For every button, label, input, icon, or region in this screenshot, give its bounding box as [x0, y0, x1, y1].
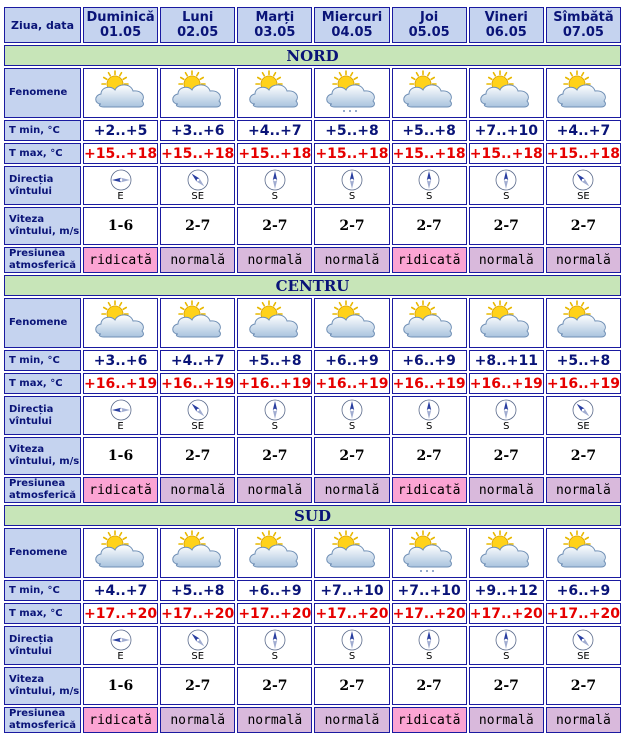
wind-direction-cell [469, 626, 544, 665]
day-header [314, 7, 389, 43]
weather-cell [314, 68, 389, 118]
weather-cell [469, 298, 544, 348]
day-header [469, 7, 544, 43]
tmax-value: +17..+20 [392, 603, 467, 624]
weather-cell [314, 298, 389, 348]
wind-compass-icon [572, 169, 594, 191]
pressure-value: normală [314, 247, 389, 273]
tmin-label: T min, °C [4, 580, 81, 601]
weather-cell [546, 528, 621, 578]
sun-cloud-icon [476, 530, 536, 572]
wind-compass-icon [264, 399, 286, 421]
tmax-value: +17..+20 [469, 603, 544, 624]
weather-cell [392, 298, 467, 348]
phenomena-row [4, 528, 621, 578]
sun-cloud-icon [91, 70, 151, 112]
tmax-value: +15..+18 [392, 143, 467, 164]
wind-direction-text: E [117, 651, 124, 662]
sun-cloud-icon [168, 70, 228, 112]
pressure-value: normală [160, 477, 235, 503]
day-name: Duminică [86, 10, 155, 25]
wind-speed-row [4, 207, 621, 245]
wind-direction-text: S [271, 421, 279, 432]
wind-speed-value: 2-7 [314, 437, 389, 475]
sun-cloud-icon [553, 300, 613, 342]
tmax-value: +16..+19 [237, 373, 312, 394]
wind-direction-box [547, 399, 620, 432]
weather-cell [237, 68, 312, 118]
wind-direction-text: S [425, 651, 433, 662]
pressure-row [4, 247, 621, 273]
wind-direction-cell [160, 166, 235, 205]
wind-direction-box [470, 169, 543, 202]
wind-direction-row [4, 396, 621, 435]
tmin-value: +4..+7 [83, 580, 158, 601]
sun-cloud-icon [322, 530, 382, 572]
wind-speed-label: Viteza vîntului, m/s [4, 207, 81, 245]
wind-speed-value: 2-7 [237, 667, 312, 705]
wind-speed-value: 2-7 [469, 667, 544, 705]
tmin-value: +4..+7 [160, 350, 235, 371]
weather-cell [83, 298, 158, 348]
wind-compass-icon [418, 399, 440, 421]
day-header [392, 7, 467, 43]
day-date: 01.05 [100, 25, 142, 40]
day-date: 02.05 [177, 25, 219, 40]
forecast-table [2, 5, 623, 735]
wind-direction-text: S [503, 651, 510, 662]
weather-cell [160, 298, 235, 348]
wind-direction-cell [392, 626, 467, 665]
wind-direction-row [4, 166, 621, 205]
wind-direction-cell [237, 396, 312, 435]
day-name: Vineri [484, 10, 528, 25]
wind-compass-icon [187, 399, 209, 421]
wind-direction-cell [83, 396, 158, 435]
wind-direction-box [161, 629, 234, 662]
sun-cloud-icon [476, 70, 536, 112]
wind-speed-label: Viteza vîntului, m/s [4, 667, 81, 705]
tmin-value: +7..+10 [469, 120, 544, 141]
tmax-value: +15..+18 [160, 143, 235, 164]
day-date: 03.05 [254, 25, 296, 40]
tmin-value: +6..+9 [392, 350, 467, 371]
day-header [237, 7, 312, 43]
tmax-value: +17..+20 [546, 603, 621, 624]
pressure-row [4, 477, 621, 503]
wind-direction-text: S [271, 651, 279, 662]
wind-direction-cell [546, 626, 621, 665]
sun-cloud-icon [168, 530, 228, 572]
pressure-label: Presiunea atmosferică [4, 247, 81, 273]
wind-speed-row [4, 667, 621, 705]
wind-direction-text: S [271, 191, 279, 202]
day-name: Joi [420, 10, 439, 25]
wind-direction-label: Direcția vîntului [4, 396, 81, 435]
wind-direction-box [84, 169, 157, 202]
sun-cloud-icon [245, 530, 305, 572]
weather-cell [392, 528, 467, 578]
wind-direction-cell [314, 626, 389, 665]
tmax-value: +16..+19 [314, 373, 389, 394]
tmin-value: +4..+7 [237, 120, 312, 141]
sun-cloud-icon [399, 70, 459, 112]
wind-direction-text: S [503, 421, 510, 432]
phenomena-row [4, 298, 621, 348]
day-name: Luni [182, 10, 214, 25]
wind-direction-box [84, 629, 157, 662]
wind-compass-icon [418, 169, 440, 191]
wind-speed-value: 2-7 [546, 437, 621, 475]
wind-direction-cell [83, 166, 158, 205]
tmin-value: +5..+8 [546, 350, 621, 371]
day-date: 07.05 [562, 25, 604, 40]
pressure-value: ridicată [392, 247, 467, 273]
pressure-value: ridicată [83, 247, 158, 273]
wind-speed-value: 2-7 [237, 207, 312, 245]
wind-direction-cell [237, 626, 312, 665]
wind-direction-text: S [348, 191, 356, 202]
sun-cloud-icon [399, 300, 459, 342]
day-name: Marți [255, 10, 295, 25]
tmin-value: +5..+8 [237, 350, 312, 371]
pressure-value: normală [314, 477, 389, 503]
pressure-value: normală [237, 247, 312, 273]
pressure-label: Presiunea atmosferică [4, 707, 81, 733]
tmax-value: +17..+20 [314, 603, 389, 624]
pressure-value: normală [546, 247, 621, 273]
wind-compass-icon [341, 399, 363, 421]
sun-cloud-icon [168, 300, 228, 342]
wind-direction-text: SE [191, 191, 205, 202]
tmin-value: +7..+10 [314, 580, 389, 601]
tmin-value: +9..+12 [469, 580, 544, 601]
wind-direction-box [393, 629, 466, 662]
wind-compass-icon [495, 169, 517, 191]
wind-direction-cell [546, 166, 621, 205]
wind-direction-box [470, 399, 543, 432]
weather-cell [546, 298, 621, 348]
wind-speed-value: 2-7 [160, 437, 235, 475]
sun-cloud-icon [245, 70, 305, 112]
region-title: SUD [4, 505, 621, 526]
tmax-value: +17..+20 [160, 603, 235, 624]
pressure-value: normală [160, 247, 235, 273]
wind-direction-cell [469, 166, 544, 205]
weather-cell [392, 68, 467, 118]
wind-compass-icon [418, 629, 440, 651]
pressure-value: normală [237, 477, 312, 503]
pressure-value: normală [546, 477, 621, 503]
phenomena-row [4, 68, 621, 118]
day-name: Miercuri [321, 10, 383, 25]
wind-direction-box [393, 399, 466, 432]
sun-cloud-icon [245, 300, 305, 342]
wind-direction-box [547, 629, 620, 662]
weather-cell [237, 528, 312, 578]
weather-cell [160, 68, 235, 118]
sun-cloud-icon [553, 530, 613, 572]
region-row [4, 45, 621, 66]
tmin-value: +3..+6 [160, 120, 235, 141]
tmin-value: +5..+8 [160, 580, 235, 601]
phenomena-label: Fenomene [4, 528, 81, 578]
wind-direction-box [547, 169, 620, 202]
tmin-value: +6..+9 [237, 580, 312, 601]
wind-direction-text: S [348, 421, 356, 432]
wind-compass-icon [187, 629, 209, 651]
tmin-value: +4..+7 [546, 120, 621, 141]
wind-compass-icon [110, 169, 132, 191]
weather-cell [314, 528, 389, 578]
wind-speed-value: 1-6 [83, 437, 158, 475]
tmin-label: T min, °C [4, 120, 81, 141]
wind-speed-label: Viteza vîntului, m/s [4, 437, 81, 475]
wind-direction-box [393, 169, 466, 202]
tmin-row [4, 350, 621, 371]
weather-cell [469, 68, 544, 118]
pressure-value: normală [160, 707, 235, 733]
tmin-value: +5..+8 [314, 120, 389, 141]
wind-compass-icon [341, 169, 363, 191]
wind-direction-text: SE [191, 421, 205, 432]
tmax-value: +15..+18 [237, 143, 312, 164]
wind-speed-row [4, 437, 621, 475]
wind-speed-value: 2-7 [237, 437, 312, 475]
wind-direction-box [238, 629, 311, 662]
sun-cloud-icon [322, 300, 382, 342]
wind-direction-text: E [117, 191, 124, 202]
pressure-value: ridicată [392, 707, 467, 733]
wind-compass-icon [572, 399, 594, 421]
wind-speed-value: 1-6 [83, 667, 158, 705]
tmax-value: +16..+19 [83, 373, 158, 394]
tmax-value: +15..+18 [546, 143, 621, 164]
wind-direction-box [315, 169, 388, 202]
weather-cell [83, 528, 158, 578]
wind-direction-text: SE [577, 651, 590, 662]
wind-speed-value: 2-7 [392, 667, 467, 705]
wind-direction-cell [160, 626, 235, 665]
wind-direction-text: S [503, 191, 510, 202]
wind-direction-text: S [425, 191, 433, 202]
tmax-row [4, 373, 621, 394]
pressure-label: Presiunea atmosferică [4, 477, 81, 503]
wind-speed-value: 2-7 [392, 437, 467, 475]
pressure-value: normală [469, 707, 544, 733]
tmin-label: T min, °C [4, 350, 81, 371]
tmax-label: T max, °C [4, 373, 81, 394]
wind-direction-cell [392, 396, 467, 435]
region-row [4, 505, 621, 526]
wind-direction-box [315, 629, 388, 662]
day-date: 06.05 [485, 25, 527, 40]
pressure-value: normală [546, 707, 621, 733]
pressure-row [4, 707, 621, 733]
wind-direction-label: Direcția vîntului [4, 626, 81, 665]
tmin-value: +6..+9 [546, 580, 621, 601]
day-name: Sîmbătă [553, 10, 614, 25]
tmax-value: +15..+18 [314, 143, 389, 164]
phenomena-label: Fenomene [4, 298, 81, 348]
wind-direction-text: SE [577, 191, 590, 202]
wind-speed-value: 2-7 [314, 667, 389, 705]
wind-direction-cell [83, 626, 158, 665]
wind-speed-value: 2-7 [546, 667, 621, 705]
tmin-value: +3..+6 [83, 350, 158, 371]
sun-cloud-icon [91, 300, 151, 342]
tmax-value: +16..+19 [160, 373, 235, 394]
pressure-value: ridicată [83, 477, 158, 503]
wind-compass-icon [264, 629, 286, 651]
wind-direction-box [238, 169, 311, 202]
wind-direction-box [315, 399, 388, 432]
tmax-value: +16..+19 [392, 373, 467, 394]
wind-speed-value: 1-6 [83, 207, 158, 245]
pressure-value: ridicată [83, 707, 158, 733]
wind-direction-text: E [117, 421, 124, 432]
day-date: 05.05 [408, 25, 450, 40]
wind-speed-value: 2-7 [546, 207, 621, 245]
tmax-value: +17..+20 [237, 603, 312, 624]
weather-cell [160, 528, 235, 578]
wind-direction-cell [392, 166, 467, 205]
corner-header: Ziua, data [4, 7, 81, 43]
wind-direction-box [84, 399, 157, 432]
region-title: NORD [4, 45, 621, 66]
wind-speed-value: 2-7 [392, 207, 467, 245]
wind-direction-box [470, 629, 543, 662]
header-row [4, 7, 621, 43]
pressure-value: normală [314, 707, 389, 733]
wind-compass-icon [110, 629, 132, 651]
tmax-label: T max, °C [4, 143, 81, 164]
tmin-value: +7..+10 [392, 580, 467, 601]
wind-compass-icon [572, 629, 594, 651]
tmax-value: +16..+19 [469, 373, 544, 394]
wind-direction-row [4, 626, 621, 665]
wind-direction-box [161, 399, 234, 432]
tmin-value: +6..+9 [314, 350, 389, 371]
wind-direction-cell [314, 396, 389, 435]
wind-speed-value: 2-7 [469, 207, 544, 245]
tmax-row [4, 143, 621, 164]
wind-speed-value: 2-7 [160, 207, 235, 245]
pressure-value: normală [237, 707, 312, 733]
sun-cloud-rain-icon [322, 70, 382, 112]
pressure-value: normală [469, 247, 544, 273]
day-date: 04.05 [331, 25, 373, 40]
weather-cell [237, 298, 312, 348]
sun-cloud-rain-icon [399, 530, 459, 572]
pressure-value: ridicată [392, 477, 467, 503]
tmax-value: +15..+18 [469, 143, 544, 164]
wind-speed-value: 2-7 [314, 207, 389, 245]
region-row [4, 275, 621, 296]
wind-compass-icon [495, 399, 517, 421]
wind-direction-cell [160, 396, 235, 435]
wind-speed-value: 2-7 [160, 667, 235, 705]
weather-cell [469, 528, 544, 578]
tmin-value: +2..+5 [83, 120, 158, 141]
wind-compass-icon [264, 169, 286, 191]
sun-cloud-icon [476, 300, 536, 342]
tmax-value: +15..+18 [83, 143, 158, 164]
sun-cloud-icon [553, 70, 613, 112]
sun-cloud-icon [91, 530, 151, 572]
wind-speed-value: 2-7 [469, 437, 544, 475]
tmin-value: +8..+11 [469, 350, 544, 371]
wind-direction-cell [469, 396, 544, 435]
wind-direction-box [238, 399, 311, 432]
wind-direction-box [161, 169, 234, 202]
day-header [546, 7, 621, 43]
tmax-value: +16..+19 [546, 373, 621, 394]
day-header [160, 7, 235, 43]
tmax-row [4, 603, 621, 624]
wind-direction-text: S [425, 421, 433, 432]
wind-direction-text: SE [191, 651, 205, 662]
wind-compass-icon [341, 629, 363, 651]
weather-cell [83, 68, 158, 118]
region-title: CENTRU [4, 275, 621, 296]
day-header [83, 7, 158, 43]
tmax-label: T max, °C [4, 603, 81, 624]
wind-direction-cell [314, 166, 389, 205]
tmin-row [4, 580, 621, 601]
pressure-value: normală [469, 477, 544, 503]
wind-direction-text: S [348, 651, 356, 662]
wind-direction-cell [546, 396, 621, 435]
tmin-value: +5..+8 [392, 120, 467, 141]
wind-direction-text: SE [577, 421, 590, 432]
phenomena-label: Fenomene [4, 68, 81, 118]
wind-compass-icon [495, 629, 517, 651]
weather-cell [546, 68, 621, 118]
tmax-value: +17..+20 [83, 603, 158, 624]
tmin-row [4, 120, 621, 141]
wind-compass-icon [187, 169, 209, 191]
wind-compass-icon [110, 399, 132, 421]
wind-direction-label: Direcția vîntului [4, 166, 81, 205]
wind-direction-cell [237, 166, 312, 205]
